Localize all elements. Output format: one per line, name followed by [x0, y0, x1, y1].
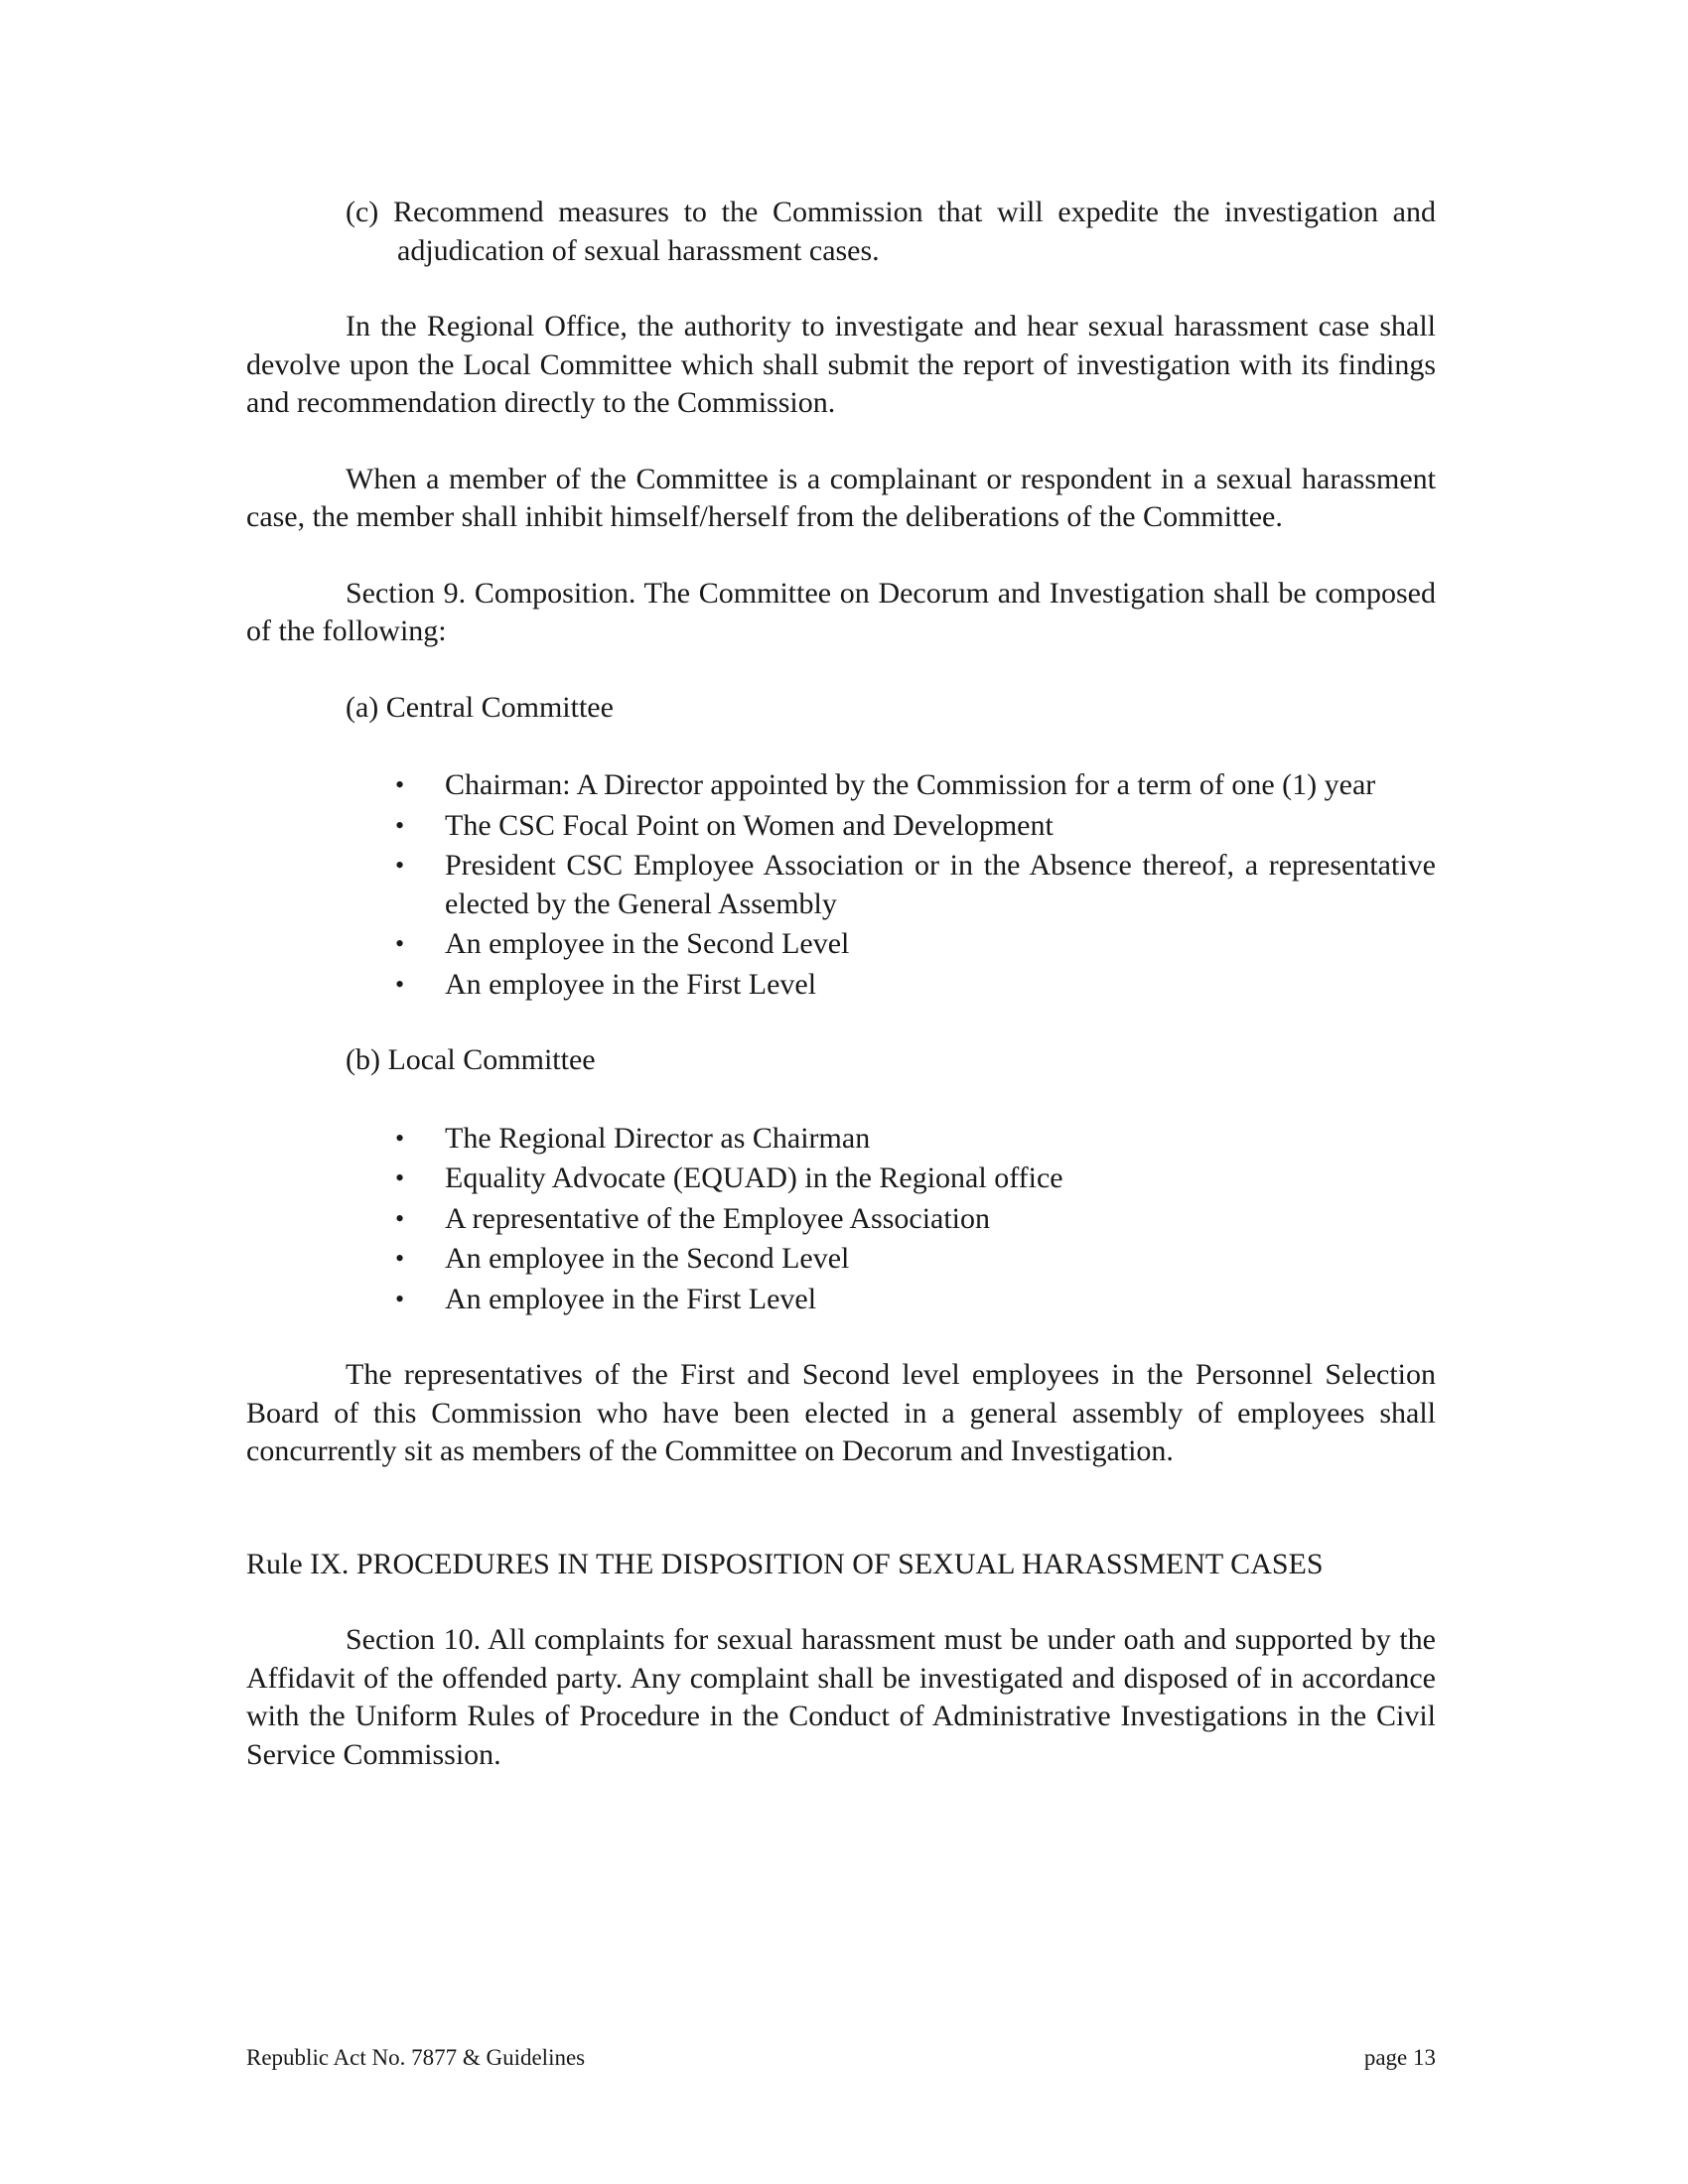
document-page: [246, 194, 1436, 1774]
rule-ix-heading: Rule IX. PROCEDURES IN THE DISPOSITION OF SEXUAL HARASSMENT CASES: [246, 1547, 1324, 1580]
list-item: • An employee in the First Level: [246, 966, 1436, 1005]
list-item: • An employee in the Second Level: [246, 925, 1436, 964]
bullet-icon: •: [395, 969, 405, 999]
bullet-icon: •: [395, 1203, 405, 1233]
bullet-icon: •: [395, 1163, 405, 1192]
page-number: page 13: [1363, 2045, 1436, 2070]
bullet-icon: •: [395, 770, 405, 799]
list-item: • President CSC Employee Association or in the Absence thereof, a representative elected by the General Assembly: [395, 849, 1436, 920]
list-item: • Chairman: A Director appointed by the Commission for a term of one (1) year: [246, 766, 1436, 805]
list-item: • The Regional Director as Chairman: [246, 1120, 1436, 1159]
regional-office-paragraph: In the Regional Office, the authority to investigate and hear sexual harassment case shall devolve upon the Local Committee which shall submit the report of investigation with its findings and recommendation directly to the Commission.: [246, 310, 1436, 419]
page-footer: [246, 2045, 1436, 2071]
bullet-icon: •: [395, 1123, 405, 1153]
section-10-paragraph: Section 10. All complaints for sexual harassment must be under oath and supported by the Affidavit of the offended party. Any complaint shall be investigated and disposed of in accordance with the Uniform Rules of Procedure in the Conduct of Administrative Investigations in the Civil Service Commission.: [246, 1623, 1436, 1771]
bullet-icon: •: [395, 810, 405, 840]
representatives-paragraph: The representatives of the First and Second level employees in the Personnel Selection Board of this Commission who have been elected in a general assembly of employees shall concurrently sit as members of the Committee on Decorum and Investigation.: [246, 1358, 1436, 1467]
local-committee-list: [246, 1120, 1436, 1319]
bullet-icon: •: [395, 1284, 405, 1313]
list-item: • An employee in the First Level: [246, 1281, 1436, 1319]
central-committee-heading: (a) Central Committee: [346, 690, 614, 724]
section-9-paragraph: Section 9. Composition. The Committee on Decorum and Investigation shall be composed of the following:: [246, 576, 1436, 647]
bullet-icon: •: [395, 1244, 405, 1273]
item-c-paragraph: (c) Recommend measures to the Commission that will expedite the investigation and adjudication of sexual harassment cases.: [346, 196, 1436, 267]
bullet-icon: •: [395, 851, 405, 880]
list-item: • An employee in the Second Level: [246, 1240, 1436, 1279]
footer-title: Republic Act No. 7877 & Guidelines: [246, 2045, 586, 2070]
local-committee-heading: (b) Local Committee: [346, 1043, 596, 1076]
list-item: • Equality Advocate (EQUAD) in the Regional office: [246, 1160, 1436, 1198]
member-inhibit-paragraph: When a member of the Committee is a complainant or respondent in a sexual harassment case, the member shall inhibit himself/herself from the deliberations of the Committee.: [246, 462, 1436, 533]
list-item: • A representative of the Employee Association: [246, 1200, 1436, 1239]
bullet-icon: •: [395, 929, 405, 958]
central-committee-list: [246, 766, 1436, 1004]
list-item: • The CSC Focal Point on Women and Development: [246, 807, 1436, 846]
